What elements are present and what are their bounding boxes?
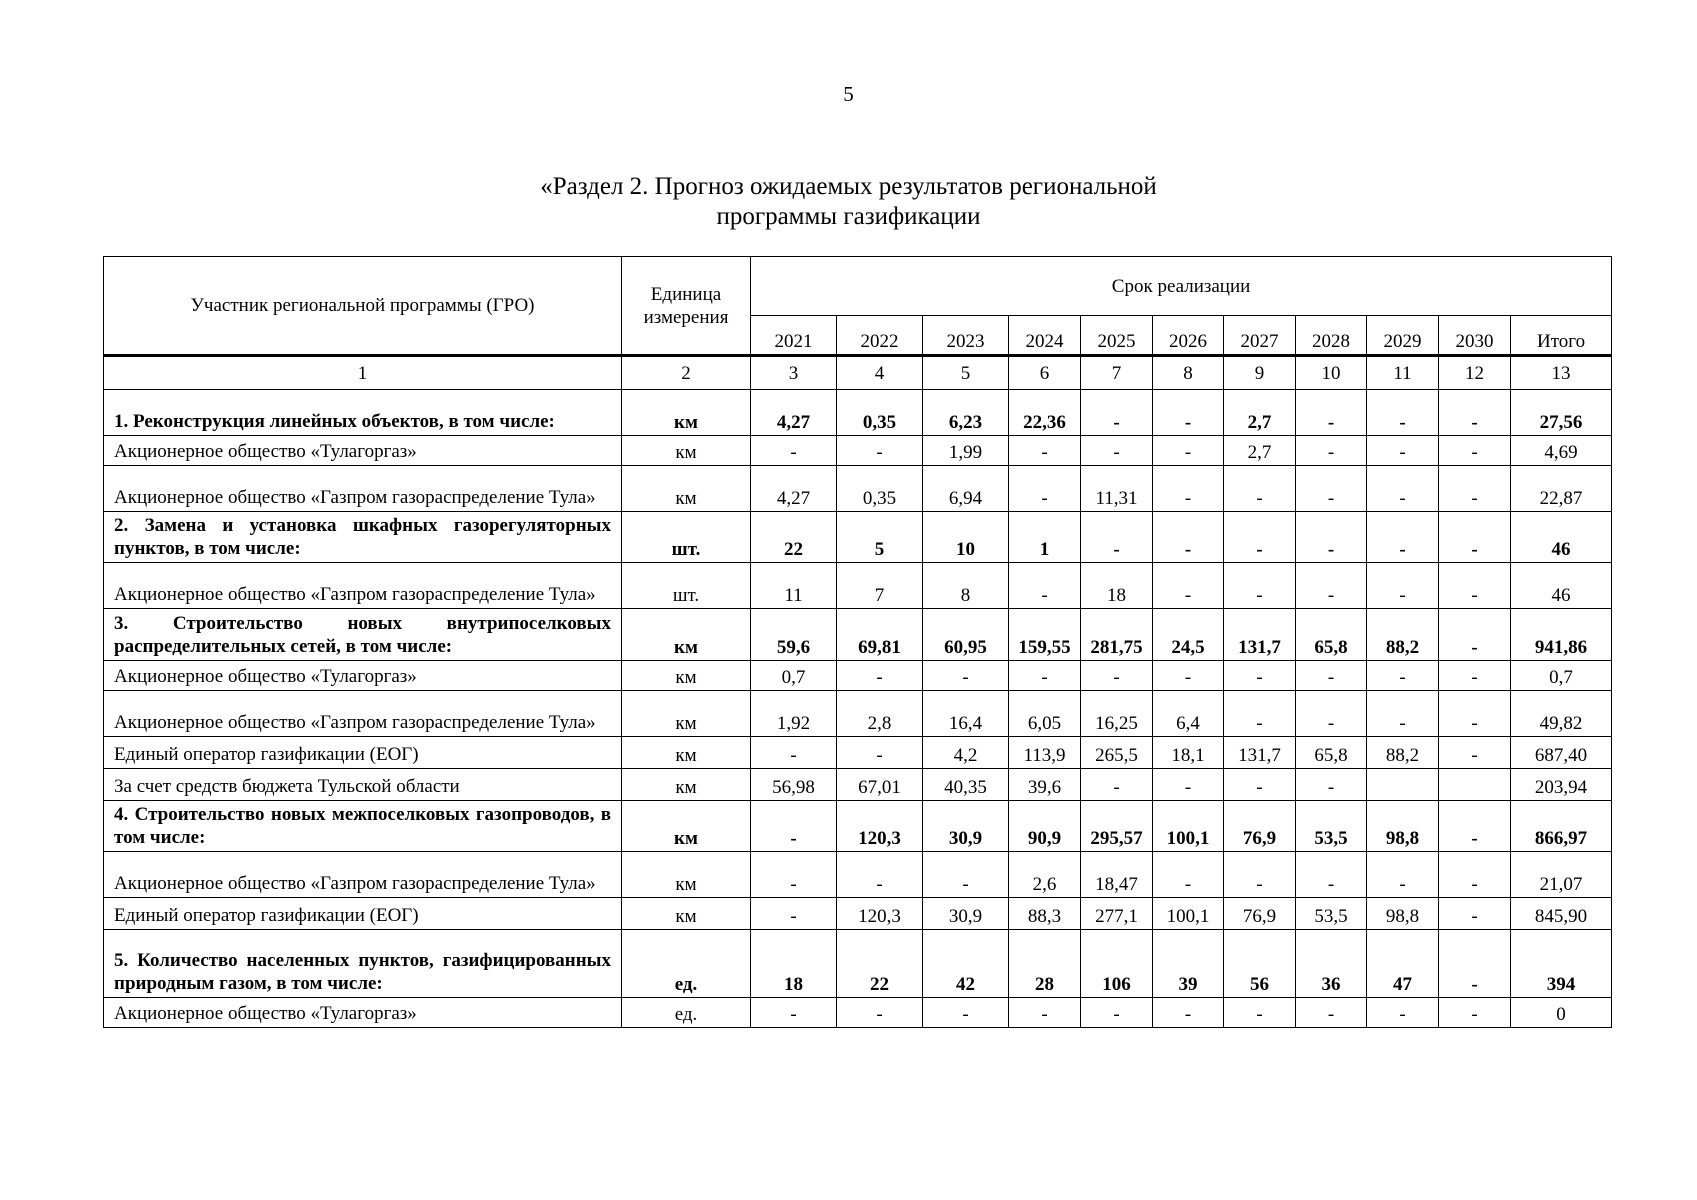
- row-value: 60,95: [923, 609, 1009, 661]
- row-value: 53,5: [1296, 898, 1367, 930]
- row-value: 22: [837, 930, 923, 998]
- row-value: 6,05: [1009, 691, 1081, 737]
- row-value: 69,81: [837, 609, 923, 661]
- row-unit: км: [622, 898, 751, 930]
- header-participant: Участник региональной программы (ГРО): [104, 257, 622, 356]
- header-year-7: 2028: [1296, 316, 1367, 356]
- row-value: 845,90: [1511, 898, 1612, 930]
- header-year-10: Итого: [1511, 316, 1612, 356]
- row-value: 281,75: [1081, 609, 1153, 661]
- row-value: 42: [923, 930, 1009, 998]
- table-row: [104, 801, 1612, 852]
- row-value: 30,9: [923, 898, 1009, 930]
- row-value: 39: [1153, 930, 1224, 998]
- column-number-3: 4: [837, 356, 923, 390]
- row-unit: км: [622, 691, 751, 737]
- row-unit: км: [622, 609, 751, 661]
- table-row: [104, 512, 1612, 563]
- column-number-6: 7: [1081, 356, 1153, 390]
- row-value: -: [1081, 769, 1153, 801]
- row-value: -: [1224, 769, 1296, 801]
- row-value: -: [1296, 436, 1367, 466]
- row-value: 27,56: [1511, 390, 1612, 436]
- row-value: 28: [1009, 930, 1081, 998]
- column-number-7: 8: [1153, 356, 1224, 390]
- header-year-4: 2025: [1081, 316, 1153, 356]
- row-value: -: [1296, 769, 1367, 801]
- row-value: -: [1153, 852, 1224, 898]
- row-value: -: [1153, 769, 1224, 801]
- row-value: 11,31: [1081, 466, 1153, 512]
- row-unit: км: [622, 769, 751, 801]
- table-row: [104, 436, 1612, 466]
- row-value: -: [751, 998, 837, 1028]
- table-row: [104, 930, 1612, 998]
- row-value: -: [1439, 466, 1511, 512]
- row-value: 10: [923, 512, 1009, 563]
- row-value: 98,8: [1367, 801, 1439, 852]
- row-value: -: [1296, 512, 1367, 563]
- row-value: 18: [1081, 563, 1153, 609]
- row-unit: км: [622, 801, 751, 852]
- row-value: -: [1296, 998, 1367, 1028]
- row-value: -: [1296, 466, 1367, 512]
- row-value: -: [751, 801, 837, 852]
- row-value: 106: [1081, 930, 1153, 998]
- row-value: 0,35: [837, 390, 923, 436]
- row-value: 18: [751, 930, 837, 998]
- row-value: 2,6: [1009, 852, 1081, 898]
- row-value: 39,6: [1009, 769, 1081, 801]
- row-value: -: [1296, 852, 1367, 898]
- row-value: -: [1224, 466, 1296, 512]
- row-value: 76,9: [1224, 898, 1296, 930]
- row-value: -: [1439, 737, 1511, 769]
- row-value: -: [751, 898, 837, 930]
- table-row: [104, 466, 1612, 512]
- row-value: 120,3: [837, 801, 923, 852]
- row-value: -: [751, 436, 837, 466]
- row-value: 394: [1511, 930, 1612, 998]
- header-year-6: 2027: [1224, 316, 1296, 356]
- row-value: 24,5: [1153, 609, 1224, 661]
- row-value: 59,6: [751, 609, 837, 661]
- row-unit: км: [622, 852, 751, 898]
- row-value: 56,98: [751, 769, 837, 801]
- row-value: -: [1439, 436, 1511, 466]
- row-value: 295,57: [1081, 801, 1153, 852]
- row-value: -: [1009, 563, 1081, 609]
- column-number-5: 6: [1009, 356, 1081, 390]
- header-year-1: 2022: [837, 316, 923, 356]
- row-value: 53,5: [1296, 801, 1367, 852]
- row-value: 131,7: [1224, 609, 1296, 661]
- row-value: -: [1296, 691, 1367, 737]
- row-name: 3. Строительство новых внутрипоселковых распределительных сетей, в том числе:: [104, 609, 622, 661]
- row-value: -: [1439, 852, 1511, 898]
- table-row: [104, 691, 1612, 737]
- row-value: -: [1439, 661, 1511, 691]
- row-unit: шт.: [622, 512, 751, 563]
- row-value: 131,7: [1224, 737, 1296, 769]
- row-value: -: [1081, 436, 1153, 466]
- column-number-9: 10: [1296, 356, 1367, 390]
- row-value: -: [837, 661, 923, 691]
- table-row: [104, 609, 1612, 661]
- row-value: -: [1224, 998, 1296, 1028]
- row-value: 1,92: [751, 691, 837, 737]
- row-value: -: [1296, 563, 1367, 609]
- row-value: -: [1367, 661, 1439, 691]
- row-name: 1. Реконструкция линейных объектов, в том числе:: [104, 390, 622, 436]
- row-value: 5: [837, 512, 923, 563]
- header-year-2: 2023: [923, 316, 1009, 356]
- row-value: -: [1153, 436, 1224, 466]
- row-value: 100,1: [1153, 898, 1224, 930]
- header-year-9: 2030: [1439, 316, 1511, 356]
- row-name: Акционерное общество «Тулагоргаз»: [104, 436, 622, 466]
- row-name: 5. Количество населенных пунктов, газифицированных природным газом, в том числе:: [104, 930, 622, 998]
- row-value: -: [751, 737, 837, 769]
- row-unit: км: [622, 436, 751, 466]
- row-name: Акционерное общество «Газпром газораспределение Тула»: [104, 691, 622, 737]
- row-value: -: [1081, 390, 1153, 436]
- row-unit: км: [622, 661, 751, 691]
- row-unit: ед.: [622, 998, 751, 1028]
- row-value: 88,3: [1009, 898, 1081, 930]
- row-value: [1439, 769, 1511, 801]
- row-value: 6,94: [923, 466, 1009, 512]
- row-name: Акционерное общество «Тулагоргаз»: [104, 998, 622, 1028]
- row-name: Акционерное общество «Газпром газораспределение Тула»: [104, 466, 622, 512]
- row-value: -: [1439, 390, 1511, 436]
- row-value: -: [1081, 661, 1153, 691]
- row-value: -: [1009, 998, 1081, 1028]
- row-value: 2,7: [1224, 390, 1296, 436]
- row-value: -: [1439, 898, 1511, 930]
- row-value: 4,27: [751, 466, 837, 512]
- row-value: 203,94: [1511, 769, 1612, 801]
- row-value: 30,9: [923, 801, 1009, 852]
- title-line-2: программы газификации: [716, 203, 981, 230]
- column-number-0: 1: [104, 356, 622, 390]
- row-value: -: [1224, 512, 1296, 563]
- header-row-1: [104, 257, 1612, 316]
- row-name: Единый оператор газификации (ЕОГ): [104, 898, 622, 930]
- table-row: [104, 998, 1612, 1028]
- column-number-1: 2: [622, 356, 751, 390]
- row-value: 40,35: [923, 769, 1009, 801]
- table-row: [104, 737, 1612, 769]
- row-value: 18,47: [1081, 852, 1153, 898]
- row-value: -: [923, 661, 1009, 691]
- row-value: -: [1367, 390, 1439, 436]
- row-value: 4,69: [1511, 436, 1612, 466]
- row-value: -: [923, 852, 1009, 898]
- row-value: -: [1081, 998, 1153, 1028]
- row-unit: ед.: [622, 930, 751, 998]
- row-name: Акционерное общество «Газпром газораспределение Тула»: [104, 563, 622, 609]
- row-value: 866,97: [1511, 801, 1612, 852]
- row-value: 2,8: [837, 691, 923, 737]
- row-value: 88,2: [1367, 609, 1439, 661]
- row-value: -: [1009, 436, 1081, 466]
- row-value: 120,3: [837, 898, 923, 930]
- row-value: 16,4: [923, 691, 1009, 737]
- row-value: -: [1009, 466, 1081, 512]
- row-value: -: [1439, 801, 1511, 852]
- table-row: [104, 563, 1612, 609]
- row-value: 65,8: [1296, 609, 1367, 661]
- row-value: 49,82: [1511, 691, 1612, 737]
- column-number-10: 11: [1367, 356, 1439, 390]
- row-value: -: [1296, 390, 1367, 436]
- row-value: 98,8: [1367, 898, 1439, 930]
- row-value: 159,55: [1009, 609, 1081, 661]
- row-value: -: [837, 852, 923, 898]
- row-value: 0,7: [751, 661, 837, 691]
- row-value: -: [1439, 930, 1511, 998]
- row-value: -: [1367, 436, 1439, 466]
- row-value: 18,1: [1153, 737, 1224, 769]
- row-value: -: [1367, 998, 1439, 1028]
- row-value: 100,1: [1153, 801, 1224, 852]
- row-value: 56: [1224, 930, 1296, 998]
- header-unit: Единица измерения: [622, 257, 751, 356]
- row-value: -: [1296, 661, 1367, 691]
- row-value: 0,7: [1511, 661, 1612, 691]
- row-unit: км: [622, 737, 751, 769]
- column-number-4: 5: [923, 356, 1009, 390]
- row-value: -: [751, 852, 837, 898]
- row-value: 65,8: [1296, 737, 1367, 769]
- row-value: -: [1367, 512, 1439, 563]
- row-value: 67,01: [837, 769, 923, 801]
- row-name: 2. Замена и установка шкафных газорегуляторных пунктов, в том числе:: [104, 512, 622, 563]
- row-value: -: [1439, 609, 1511, 661]
- row-name: За счет средств бюджета Тульской области: [104, 769, 622, 801]
- title-line-1: «Раздел 2. Прогноз ожидаемых результатов региональной: [540, 173, 1157, 200]
- row-unit: км: [622, 390, 751, 436]
- row-value: -: [1153, 661, 1224, 691]
- row-value: -: [1367, 466, 1439, 512]
- row-value: 46: [1511, 563, 1612, 609]
- row-value: -: [1009, 661, 1081, 691]
- row-value: 277,1: [1081, 898, 1153, 930]
- row-unit: км: [622, 466, 751, 512]
- row-value: -: [837, 998, 923, 1028]
- row-value: -: [1224, 563, 1296, 609]
- row-value: -: [1439, 691, 1511, 737]
- row-name: Акционерное общество «Тулагоргаз»: [104, 661, 622, 691]
- row-value: 6,4: [1153, 691, 1224, 737]
- row-value: 22,36: [1009, 390, 1081, 436]
- row-value: 47: [1367, 930, 1439, 998]
- row-value: -: [1367, 852, 1439, 898]
- row-value: 46: [1511, 512, 1612, 563]
- column-numbers-row: [104, 356, 1612, 390]
- row-value: -: [1439, 998, 1511, 1028]
- row-value: 4,27: [751, 390, 837, 436]
- row-value: -: [1367, 563, 1439, 609]
- row-value: 22,87: [1511, 466, 1612, 512]
- row-value: 88,2: [1367, 737, 1439, 769]
- row-value: -: [1153, 390, 1224, 436]
- row-value: [1367, 769, 1439, 801]
- row-unit: шт.: [622, 563, 751, 609]
- page-number: 5: [843, 82, 854, 106]
- header-period: Срок реализации: [751, 257, 1612, 316]
- row-value: 21,07: [1511, 852, 1612, 898]
- column-number-2: 3: [751, 356, 837, 390]
- row-value: -: [1224, 852, 1296, 898]
- row-value: 687,40: [1511, 737, 1612, 769]
- row-value: -: [1224, 661, 1296, 691]
- row-name: Акционерное общество «Газпром газораспределение Тула»: [104, 852, 622, 898]
- row-value: -: [837, 436, 923, 466]
- row-value: 113,9: [1009, 737, 1081, 769]
- table-row: [104, 661, 1612, 691]
- results-table: [103, 256, 1612, 1028]
- header-year-0: 2021: [751, 316, 837, 356]
- row-name: 4. Строительство новых межпоселковых газопроводов, в том числе:: [104, 801, 622, 852]
- header-year-8: 2029: [1367, 316, 1439, 356]
- column-number-12: 13: [1511, 356, 1612, 390]
- row-value: 1,99: [923, 436, 1009, 466]
- row-value: 265,5: [1081, 737, 1153, 769]
- header-year-3: 2024: [1009, 316, 1081, 356]
- row-value: 1: [1009, 512, 1081, 563]
- row-value: 22: [751, 512, 837, 563]
- column-number-11: 12: [1439, 356, 1511, 390]
- table-row: [104, 769, 1612, 801]
- header-year-5: 2026: [1153, 316, 1224, 356]
- table-row: [104, 390, 1612, 436]
- row-value: 36: [1296, 930, 1367, 998]
- table-row: [104, 898, 1612, 930]
- row-value: 6,23: [923, 390, 1009, 436]
- row-value: -: [1224, 691, 1296, 737]
- row-value: -: [1367, 691, 1439, 737]
- row-value: -: [923, 998, 1009, 1028]
- table-row: [104, 852, 1612, 898]
- row-value: -: [1153, 563, 1224, 609]
- page-title: [0, 172, 1697, 232]
- row-value: 11: [751, 563, 837, 609]
- row-value: 7: [837, 563, 923, 609]
- row-value: 8: [923, 563, 1009, 609]
- column-number-8: 9: [1224, 356, 1296, 390]
- row-value: -: [1153, 466, 1224, 512]
- row-name: Единый оператор газификации (ЕОГ): [104, 737, 622, 769]
- row-value: -: [1153, 512, 1224, 563]
- row-value: 0,35: [837, 466, 923, 512]
- row-value: -: [1153, 998, 1224, 1028]
- row-value: 941,86: [1511, 609, 1612, 661]
- row-value: 2,7: [1224, 436, 1296, 466]
- row-value: -: [1439, 512, 1511, 563]
- row-value: 90,9: [1009, 801, 1081, 852]
- row-value: 76,9: [1224, 801, 1296, 852]
- row-value: 4,2: [923, 737, 1009, 769]
- row-value: -: [1081, 512, 1153, 563]
- row-value: -: [1439, 563, 1511, 609]
- row-value: 0: [1511, 998, 1612, 1028]
- row-value: 16,25: [1081, 691, 1153, 737]
- row-value: -: [837, 737, 923, 769]
